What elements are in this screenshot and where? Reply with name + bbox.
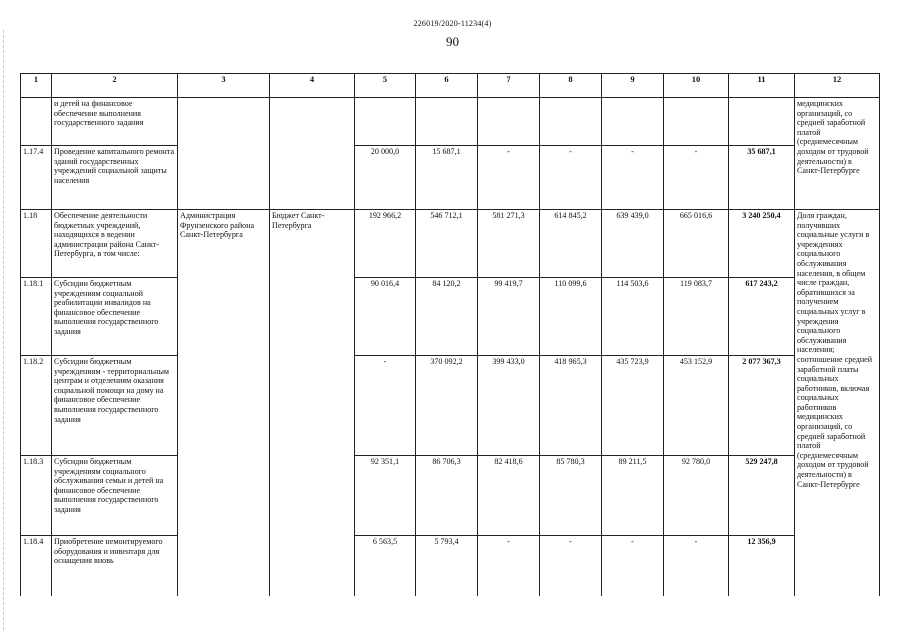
row-name: Проведение капитального ремонта зданий государственных учреждений социальной защиты населения — [52, 146, 178, 210]
row-number: 1.18.1 — [21, 278, 52, 356]
value-col7: 82 418,6 — [478, 456, 540, 536]
value-col5: 192 966,2 — [355, 210, 416, 278]
column-header: 3 — [178, 74, 270, 98]
column-header: 12 — [795, 74, 880, 98]
value-col9: 435 723,9 — [602, 356, 664, 456]
value-total — [729, 98, 795, 146]
column-header: 7 — [478, 74, 540, 98]
value-col8 — [540, 98, 602, 146]
row-name: Субсидии бюджетным учреждениям социальной реабилитации инвалидов на финансовое обеспечение выполнения государственного задания — [52, 278, 178, 356]
source-cell: Бюджет Санкт-Петербурга — [270, 210, 355, 596]
table-row — [21, 456, 880, 536]
column-header: 1 — [21, 74, 52, 98]
column-header: 6 — [416, 74, 478, 98]
column-header: 2 — [52, 74, 178, 98]
value-col9: 89 211,5 — [602, 456, 664, 536]
value-col5: - — [355, 356, 416, 456]
value-col10: - — [664, 536, 729, 596]
value-col6: 86 706,3 — [416, 456, 478, 536]
value-col7: 99 419,7 — [478, 278, 540, 356]
value-col7 — [478, 98, 540, 146]
value-col5: 20 000,0 — [355, 146, 416, 210]
table-row — [21, 98, 880, 146]
row-number: 1.18.4 — [21, 536, 52, 596]
value-total: 529 247,8 — [729, 456, 795, 536]
executor-cell — [178, 98, 270, 210]
executor-cell: Администрация Фрунзенского района Санкт-Петербурга — [178, 210, 270, 596]
table-row — [21, 536, 880, 596]
row-name: и детей на финансовое обеспечение выполнения государственного задания — [52, 98, 178, 146]
value-col6: 84 120,2 — [416, 278, 478, 356]
value-col9 — [602, 98, 664, 146]
value-col7: - — [478, 146, 540, 210]
row-number: 1.17.4 — [21, 146, 52, 210]
value-col6: 370 092,2 — [416, 356, 478, 456]
value-col9: 114 503,6 — [602, 278, 664, 356]
value-col7: 581 271,3 — [478, 210, 540, 278]
value-total: 2 077 367,3 — [729, 356, 795, 456]
value-col5: 6 563,5 — [355, 536, 416, 596]
document-number: 226019/2020-11234(4) — [413, 19, 492, 28]
source-cell — [270, 98, 355, 210]
table-row — [21, 146, 880, 210]
indicator-cell: медицинских организаций, со средней заработной платой (среднемесячным доходом от трудовой деятельности) в Санкт-Петербурге — [795, 98, 880, 210]
column-header: 9 — [602, 74, 664, 98]
column-header: 10 — [664, 74, 729, 98]
value-col10 — [664, 98, 729, 146]
value-col5: 90 016,4 — [355, 278, 416, 356]
value-col8: 614 845,2 — [540, 210, 602, 278]
value-col6: 5 793,4 — [416, 536, 478, 596]
value-col6 — [416, 98, 478, 146]
value-col9: - — [602, 536, 664, 596]
value-col10: 92 780,0 — [664, 456, 729, 536]
value-col8: - — [540, 536, 602, 596]
value-col8: 418 965,3 — [540, 356, 602, 456]
value-col6: 546 712,1 — [416, 210, 478, 278]
value-col8: - — [540, 146, 602, 210]
row-name: Субсидии бюджетным учреждениям социального обслуживания семьи и детей на финансовое обеспечение выполнения государственного задания — [52, 456, 178, 536]
table-row — [21, 210, 880, 278]
row-number: 1.18 — [21, 210, 52, 278]
value-col6: 15 687,1 — [416, 146, 478, 210]
value-col9: 639 439,0 — [602, 210, 664, 278]
row-number: 1.18.2 — [21, 356, 52, 456]
table-row — [21, 278, 880, 356]
page-number: 90 — [446, 34, 459, 49]
column-header: 5 — [355, 74, 416, 98]
value-col5: 92 351,1 — [355, 456, 416, 536]
value-col5 — [355, 98, 416, 146]
value-col10: 119 083,7 — [664, 278, 729, 356]
column-header: 11 — [729, 74, 795, 98]
column-header: 4 — [270, 74, 355, 98]
column-header: 8 — [540, 74, 602, 98]
value-col9: - — [602, 146, 664, 210]
value-total: 617 243,2 — [729, 278, 795, 356]
value-total: 35 687,1 — [729, 146, 795, 210]
value-col8: 110 099,6 — [540, 278, 602, 356]
row-number — [21, 98, 52, 146]
value-total: 12 356,9 — [729, 536, 795, 596]
table-header-row — [21, 74, 880, 98]
table-row — [21, 356, 880, 456]
indicator-cell: Доля граждан, получивших социальные услуги в учреждениях социального обслуживания населения, в общем числе граждан, обратившихся за получением социальных услуг в учреждения социального обслуживания населения; соотношение средней заработной платы социальных работников, включая социальных работников медицинских организаций, со средней заработной платой (среднемесячным доходом от трудовой деятельности) в Санкт-Петербурге — [795, 210, 880, 596]
value-col10: 453 152,9 — [664, 356, 729, 456]
value-col8: 85 780,3 — [540, 456, 602, 536]
margin-line — [3, 30, 4, 630]
value-total: 3 240 250,4 — [729, 210, 795, 278]
row-name: Субсидии бюджетным учреждениям - территориальным центрам и отделениям оказания социальной помощи на дому на финансовое обеспечение выполнения государственного задания — [52, 356, 178, 456]
row-name: Обеспечение деятельности бюджетных учреждений, находящихся в ведении администрации района Санкт-Петербурга, в том числе: — [52, 210, 178, 278]
row-name: Приобретение немонтируемого оборудования и инвентаря для оснащения вновь — [52, 536, 178, 596]
row-number: 1.18.3 — [21, 456, 52, 536]
value-col7: 399 433,0 — [478, 356, 540, 456]
value-col10: 665 016,6 — [664, 210, 729, 278]
value-col10: - — [664, 146, 729, 210]
value-col7: - — [478, 536, 540, 596]
budget-table — [20, 73, 880, 596]
